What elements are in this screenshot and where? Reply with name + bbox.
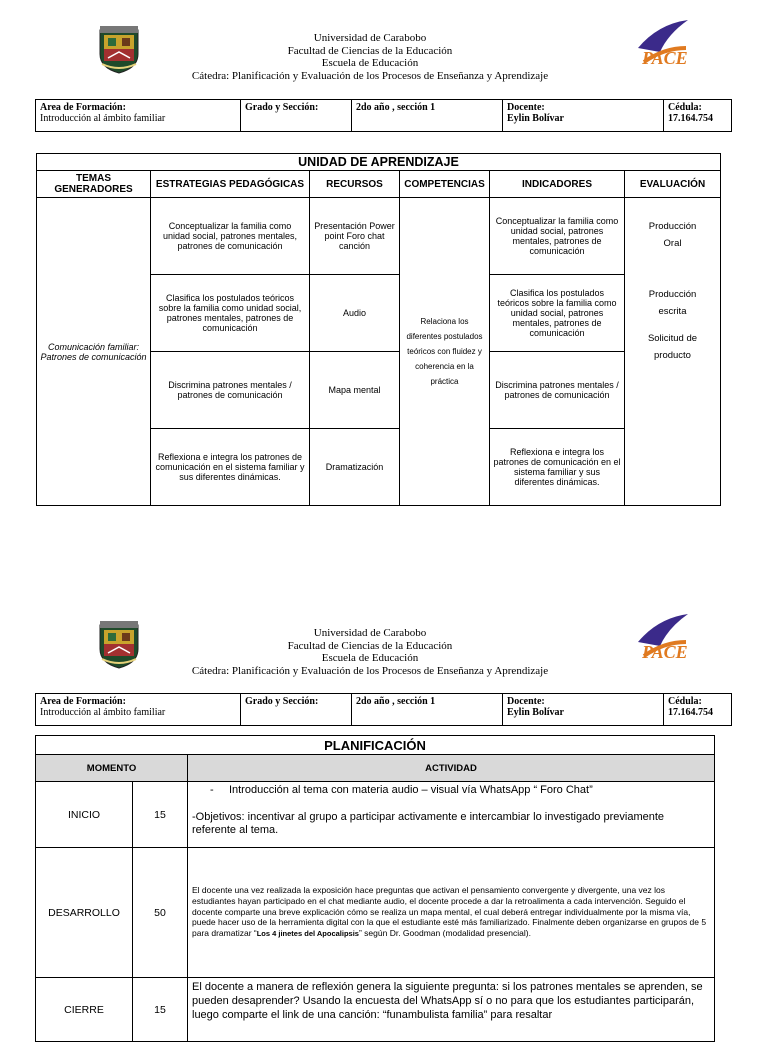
area-value: Introducción al ámbito familiar — [40, 113, 166, 124]
col-actividad: ACTIVIDAD — [188, 755, 715, 782]
evaluacion-item: Oral — [663, 238, 682, 249]
pace-logo-icon — [634, 18, 690, 70]
cedula-value: 17.164.754 — [668, 113, 713, 124]
col-temas: TEMAS GENERADORES — [37, 171, 151, 198]
evaluacion-item: Solicitud de — [647, 333, 698, 344]
col-competencias: COMPETENCIAS — [400, 171, 490, 198]
docente-label: Docente: — [507, 102, 545, 113]
minutos-desarrollo: 50 — [133, 848, 188, 978]
cedula-label: Cédula: — [668, 696, 702, 707]
area-label: Area de Formación: — [40, 696, 126, 707]
institution-header — [140, 627, 600, 677]
cedula-label: Cédula: — [668, 102, 702, 113]
docente-cell — [503, 694, 664, 726]
minutos-cierre: 15 — [133, 978, 188, 1042]
actividad-inicio-objetivos: -Objetivos: incentivar al grupo a participar activamente e intercambiar lo investigado previamente referente al tema. — [192, 811, 665, 836]
indicador-3: Discrimina patrones mentales / patrones de comunicación — [490, 352, 625, 429]
recurso-1: Presentación Power point Foro chat canción — [310, 198, 400, 275]
header-university: Universidad de Carabobo — [313, 627, 427, 639]
grado-cell — [241, 694, 352, 726]
header-catedra: Cátedra: Planificación y Evaluación de los Procesos de Enseñanza y Aprendizaje — [191, 69, 549, 82]
col-recursos: RECURSOS — [310, 171, 400, 198]
course-info-table — [35, 99, 732, 132]
indicador-4: Reflexiona e integra los patrones de comunicación en el sistema familiar y sus diferentes dinámicas. — [490, 429, 625, 506]
area-cell — [36, 100, 241, 132]
unidad-title: UNIDAD DE APRENDIZAJE — [37, 154, 721, 171]
header-school: Escuela de Educación — [321, 652, 419, 664]
seccion-value: 2do año , sección 1 — [356, 696, 436, 707]
estrategia-2: Clasifica los postulados teóricos sobre la familia como unidad social, patrones mentales, patrones de comunicación — [151, 275, 310, 352]
area-value: Introducción al ámbito familiar — [40, 707, 166, 718]
seccion-cell — [352, 100, 503, 132]
docente-cell — [503, 100, 664, 132]
grado-label: Grado y Sección: — [245, 696, 319, 707]
bullet-dash: - — [210, 784, 214, 796]
seccion-cell — [352, 694, 503, 726]
actividad-desarrollo-highlight: Los 4 jinetes del Apocalipsis — [256, 929, 359, 939]
university-crest-icon — [98, 619, 140, 667]
header-university: Universidad de Carabobo — [313, 32, 427, 44]
indicador-1: Conceptualizar la familia como unidad social, patrones mentales, patrones de comunicación — [490, 198, 625, 275]
momento-cierre: CIERRE — [36, 978, 133, 1042]
col-momento: MOMENTO — [36, 755, 188, 782]
col-indicadores: INDICADORES — [490, 171, 625, 198]
svg-text:PACE: PACE — [642, 48, 688, 68]
momento-desarrollo: DESARROLLO — [36, 848, 133, 978]
cedula-value: 17.164.754 — [668, 707, 713, 718]
planificacion-title: PLANIFICACIÓN — [36, 736, 715, 755]
cedula-cell — [664, 694, 732, 726]
recurso-2: Audio — [310, 275, 400, 352]
svg-text:PACE: PACE — [642, 642, 688, 662]
evaluacion-list — [625, 198, 721, 506]
docente-value: Eylin Bolívar — [507, 113, 564, 124]
actividad-inicio — [188, 782, 715, 848]
actividad-desarrollo — [188, 848, 715, 978]
estrategia-1: Conceptualizar la familia como unidad social, patrones mentales, patrones de comunicación — [151, 198, 310, 275]
tema-generador: Comunicación familiar: Patrones de comunicación — [37, 198, 151, 506]
grado-label: Grado y Sección: — [245, 102, 319, 113]
header-faculty: Facultad de Ciencias de la Educación — [287, 44, 453, 57]
area-cell — [36, 694, 241, 726]
actividad-desarrollo-text-end: ” según Dr. Goodman (modalidad presencial). — [358, 928, 531, 939]
cedula-cell — [664, 100, 732, 132]
header-school: Escuela de Educación — [321, 57, 419, 69]
unidad-aprendizaje-table — [36, 153, 721, 506]
course-info-table — [35, 693, 732, 726]
recurso-3: Mapa mental — [310, 352, 400, 429]
evaluacion-item: escrita — [658, 306, 687, 317]
estrategia-3: Discrimina patrones mentales / patrones de comunicación — [151, 352, 310, 429]
actividad-desarrollo-text: El docente una vez realizada la exposición hace preguntas que activan el pensamiento convergente y divergente, una vez los estudiantes hayan participado en el chat mediante audio, el docente procede a dar la retroalimenta a cada intervención. Seguido el docente comparte una breve explicación cómo se realiza un mapa mental, el cual deberá entregar individualmente por la misma vía, puede hacer uso de la herramienta digital con la que el estudiante esté más familiarizado. Finalmente deben organizarse en grupos de 5 para dramatizar “ — [192, 885, 707, 939]
institution-header — [140, 32, 600, 82]
evaluacion-item: Producción — [648, 221, 697, 232]
col-evaluacion: EVALUACIÓN — [625, 171, 721, 198]
recurso-4: Dramatización — [310, 429, 400, 506]
area-label: Area de Formación: — [40, 102, 126, 113]
grado-cell — [241, 100, 352, 132]
actividad-inicio-intro: Introducción al tema con materia audio – visual vía WhatsApp “ Foro Chat” — [228, 784, 593, 796]
actividad-cierre: El docente a manera de reflexión genera la siguiente pregunta: si los patrones mentales se aprenden, se pueden desaprender? Usando la encuesta del WhatsApp sí o no para que los estudiantes participarán, luego comparte el link de una canción: “funambulista familia” para resaltar — [188, 978, 715, 1042]
momento-inicio: INICIO — [36, 782, 133, 848]
minutos-inicio: 15 — [133, 782, 188, 848]
header-faculty: Facultad de Ciencias de la Educación — [287, 639, 453, 652]
planificacion-table — [35, 735, 715, 1042]
evaluacion-item: producto — [654, 350, 691, 361]
docente-label: Docente: — [507, 696, 545, 707]
actividad-inicio-line1 — [192, 784, 710, 797]
pace-logo-icon — [634, 612, 690, 664]
evaluacion-item: Producción — [648, 289, 697, 300]
docente-value: Eylin Bolívar — [507, 707, 564, 718]
university-crest-icon — [98, 24, 140, 72]
col-estrategias: ESTRATEGIAS PEDAGÓGICAS — [151, 171, 310, 198]
competencia: Relaciona los diferentes postulados teóricos con fluidez y coherencia en la práctica — [400, 198, 490, 506]
header-catedra: Cátedra: Planificación y Evaluación de los Procesos de Enseñanza y Aprendizaje — [191, 664, 549, 677]
estrategia-4: Reflexiona e integra los patrones de comunicación en el sistema familiar y sus diferentes dinámicas. — [151, 429, 310, 506]
seccion-value: 2do año , sección 1 — [356, 102, 436, 113]
indicador-2: Clasifica los postulados teóricos sobre la familia como unidad social, patrones mentales, patrones de comunicación — [490, 275, 625, 352]
